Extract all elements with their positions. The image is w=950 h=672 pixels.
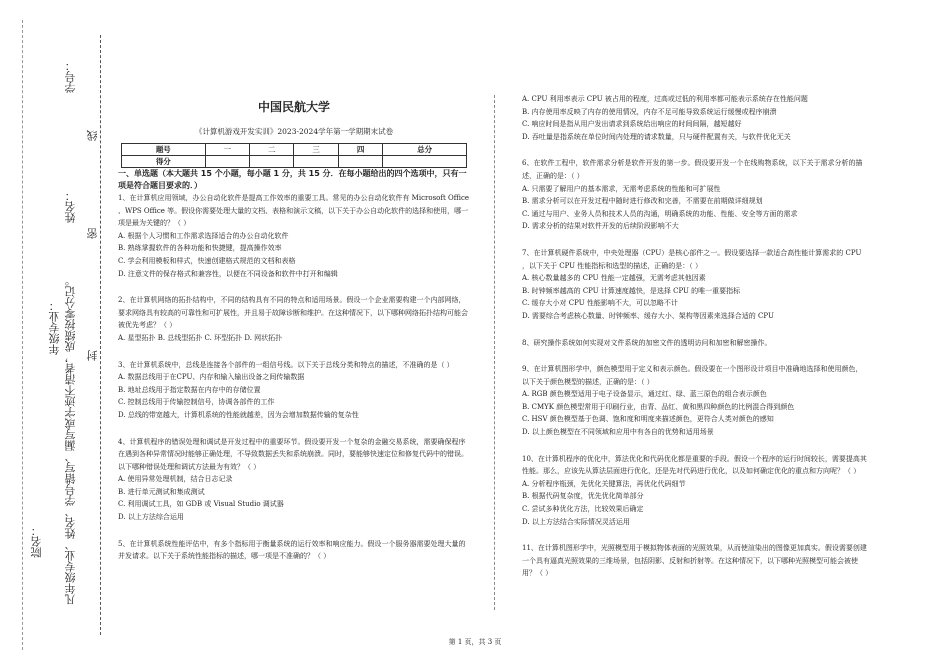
outer-margin-line: [22, 20, 23, 650]
school-name-label: 院名：: [30, 525, 43, 558]
question-option: B. 需求分析可以在开发过程中随时进行修改和完善，不需要在前期做详细规划: [522, 197, 763, 206]
question-option: C. 尝试多种优化方法，比较效果后确定: [522, 505, 644, 514]
question-option: B. 内存使用率反映了内存的使用情况，内存不足可能导致系统运行缓慢或程序崩溃: [522, 107, 777, 116]
question-option: B. 熟练掌握软件的各种功能和快捷键，提高操作效率: [118, 244, 282, 253]
name-label: 姓名：: [64, 190, 77, 223]
question-option: B. 根据代码复杂度，优先优化简单部分: [522, 492, 644, 501]
seal-label-line: 线: [86, 130, 99, 141]
column-divider: [494, 95, 495, 610]
question-option: A. 星型拓扑 B. 总线型拓扑 C. 环型拓扑 D. 网状拓扑: [118, 333, 283, 342]
question-stem: 3、在计算机系统中，总线是连接各个部件的一组信号线。以下关于总线分类和特点的描述，不准确的是（ ）: [118, 360, 454, 369]
question-option: A. 数据总线用于在CPU、内存和输入输出设备之间传输数据: [118, 373, 305, 382]
school-title: 中国民航大学: [257, 100, 330, 114]
question-option: A. 分析程序瓶颈，先优化关键算法，再优化代码细节: [522, 479, 686, 488]
question-stem: 4、计算机程序的错误处理和调试是开发过程中的重要环节。假设要开发一个复杂的金融交易系统，需要确保程序在遇到各种异常情况时能够正确处理，不导致数据丢失和系统崩溃。同时，要能够快速定位和修复代码中的错误。以下哪种错误处理和调试方法最为有效？（ ）: [118, 437, 468, 471]
score-cell[interactable]: [294, 156, 338, 168]
question-stem: 9、在计算机图形学中，颜色模型用于定义和表示颜色。假设要在一个图形设计项目中准确地选择和使用颜色，以下关于颜色模型的描述，正确的是：（ ）: [522, 365, 863, 386]
page-footer: 第 1 页，共 3 页: [448, 638, 502, 646]
question-option: B. 地址总线用于指定数据在内存中的存储位置: [118, 385, 261, 394]
score-table: [121, 143, 467, 168]
notice-text: 凡年级专业、姓名、学号错写、漏写或字迹不清者，成绩按零分记。: [64, 275, 77, 605]
question-option: A. 只需要了解用户的基本需求，无需考虑系统的性能和可扩展性: [522, 184, 721, 193]
question-stem: 6、在软件工程中，软件需求分析是软件开发的第一步。假设要开发一个在线购物系统，以下关于需求分析的描述，正确的是：（ ）: [522, 159, 863, 180]
question-option: C. 控制总线用于传输控制信号，协调各部件的工作: [118, 398, 275, 407]
exam-title: 《计算机游戏开发实训》2023-2024学年第一学期期末试卷: [194, 127, 394, 136]
question-option: D. 以上方法综合运用: [118, 513, 184, 522]
score-row-label: 得分: [122, 156, 206, 168]
question-stem: 8、研究操作系统如何实现对文件系统的加密文件的透明访问和加密和解密操作。: [522, 338, 772, 347]
question-option: C. 学会利用模板和样式，快速创建格式规范的文档和表格: [118, 256, 296, 265]
score-cell[interactable]: [250, 156, 294, 168]
score-header-cell: 四: [338, 144, 382, 156]
right-column: [522, 93, 868, 580]
question-option: D. 以上颜色模型在不同领域和应用中有各自的优势和适用场景: [522, 428, 714, 437]
binding-margin: [0, 0, 112, 672]
score-header-cell: 三: [294, 144, 338, 156]
score-header-cell: 二: [250, 144, 294, 156]
score-table-score-row: [122, 156, 467, 168]
question-stem: 2、在计算机网络的拓扑结构中，不同的结构具有不同的特点和适用场景。假设一个企业需要构建一个内部网络，要求网络具有较高的可靠性和可扩展性，并且易于故障诊断和维护。在这种情况下，以下哪种网络拓扑结构可能会被优先考虑？（ ）: [118, 296, 468, 330]
student-id-label: 学号：: [64, 60, 77, 93]
question-option: A. RGB 颜色模型适用于电子设备显示，通过红、绿、蓝三原色的组合表示颜色: [522, 390, 767, 399]
score-cell[interactable]: [383, 156, 467, 168]
question-stem: 10、在计算机程序的优化中，算法优化和代码优化都是重要的手段。假设一个程序的运行时间较长，需要提高其性能。那么，应该先从算法层面进行优化，还是先对代码进行优化，以及如何确定优化的重点和方向呢？（ ）: [522, 454, 867, 476]
score-header-cell: 总分: [383, 144, 467, 156]
question-option: A. CPU 利用率表示 CPU 被占用的程度，过高或过低的利用率都可能表示系统存在性能问题: [522, 95, 808, 103]
question-stem: 1、在计算机应用领域，办公自动化软件是提高工作效率的重要工具。常见的办公自动化软件有 Microsoft Office 、WPS Office 等。假设你需要处理大量的文档、表格和演示文稿，以下关于办公自动化软件的选择和使用，哪一项是最为关键的？（ ）: [118, 194, 470, 228]
question-option: A. 核心数量越多的 CPU 性能一定越强，无需考虑其他因素: [522, 274, 706, 283]
question-option: D. 以上方法结合实际情况灵活运用: [522, 517, 630, 526]
question-option: C. 缓存大小对 CPU 性能影响不大，可以忽略不计: [522, 299, 678, 308]
score-table-header-row: [122, 144, 467, 156]
score-header-cell: 一: [205, 144, 249, 156]
grade-major-label: 年级专业：: [48, 300, 61, 355]
seal-label-close: 封: [86, 350, 99, 361]
question-option: D. 总线的带宽越大，计算机系统的性能就越差，因为会增加数据传输的复杂性: [118, 410, 359, 419]
question-option: C. 利用调试工具，如 GDB 或 Visual Studio 调试器: [118, 500, 284, 509]
question-stem: 5、在计算机系统性能评估中，有多个指标用于衡量系统的运行效率和响应能力。假设一个服务器需要处理大量的并发请求。以下关于系统性能指标的描述，哪一项是不准确的？（ ）: [118, 539, 466, 561]
question-option: D. 注意文件的保存格式和兼容性，以便在不同设备和软件中打开和编辑: [118, 269, 338, 278]
left-column: [118, 168, 470, 563]
question-stem: 7、在计算机硬件系统中，中央处理器（CPU）是核心部件之一。假设要选择一款适合高性能计算需求的 CPU ，以下关于 CPU 性能指标和选型的描述，正确的是：（ ）: [522, 248, 862, 270]
score-cell[interactable]: [338, 156, 382, 168]
question-option: B. 进行单元测试和集成测试: [118, 487, 205, 496]
question-option: C. 通过与用户、业务人员和技术人员的沟通，明确系统的功能、性能、安全等方面的需求: [522, 209, 798, 218]
question-stem: 11、在计算机图形学中，光照模型用于模拟物体表面的光照效果，从而使渲染出的图像更加真实。假设需要创建一个具有逼真光照效果的三维场景，包括阴影、反射和折射等。在这种情况下，以下哪种光照模型可能会被使用？（ ）: [522, 544, 867, 578]
question-option: C. HSV 颜色模型基于色调、饱和度和明度来描述颜色，更符合人类对颜色的感知: [522, 415, 774, 424]
question-option: B. CMYK 颜色模型常用于印刷行业，由青、品红、黄和黑四种颜色的比例混合得到颜色: [522, 402, 795, 411]
seal-line: [100, 35, 101, 635]
question-option: D. 需求分析的结果对软件开发的后续阶段影响不大: [522, 222, 679, 231]
seal-label-seal: 密: [86, 228, 99, 239]
question-option: C. 响应时间是指从用户发出请求到系统给出响应的时间间隔，越短越好: [522, 120, 742, 129]
section-title: 一、单选题（本大题共 15 个小题，每小题 1 分，共 15 分．在每小题给出的四个选项中，只有一项是符合题目要求的．）: [118, 169, 467, 190]
question-option: D. 吞吐量是指系统在单位时间内处理的请求数量，只与硬件配置有关，与软件优化无关: [522, 132, 791, 141]
question-option: A. 根据个人习惯和工作需求选择适合的办公自动化软件: [118, 231, 289, 240]
question-option: D. 需要综合考虑核心数量、时钟频率、缓存大小、架构等因素来选择合适的 CPU: [522, 311, 774, 320]
score-header-cell: 题号: [122, 144, 206, 156]
question-option: B. 时钟频率越高的 CPU 计算速度越快，是选择 CPU 的唯一重要指标: [522, 286, 741, 295]
score-cell[interactable]: [205, 156, 249, 168]
question-option: A. 使用异常处理机制，结合日志记录: [118, 475, 233, 484]
